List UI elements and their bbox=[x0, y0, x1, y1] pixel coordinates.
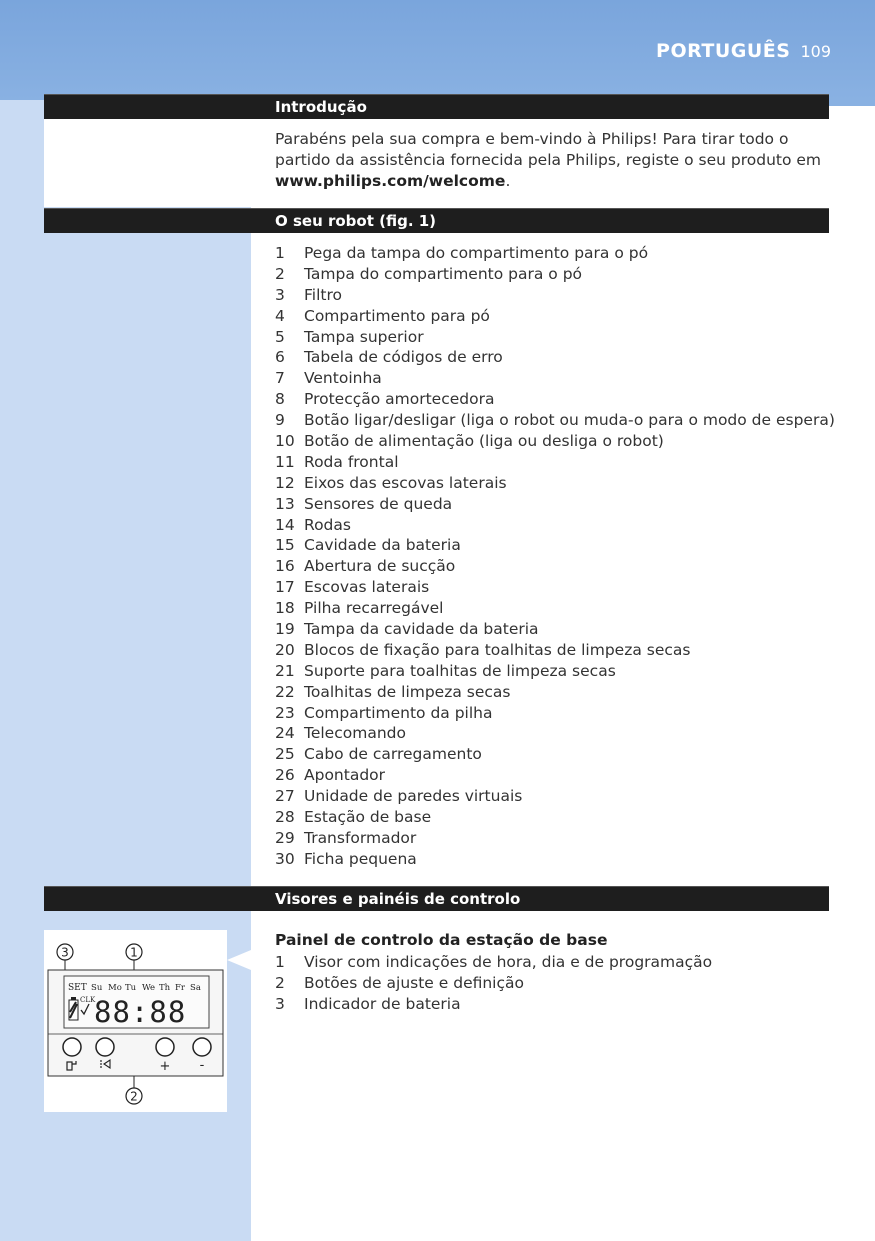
figure-pointer bbox=[227, 950, 251, 970]
list-item bbox=[275, 744, 835, 765]
list-item bbox=[275, 640, 835, 661]
callout-1: 1 bbox=[130, 945, 138, 960]
list-item-text: Blocos de fixação para toalhitas de limpeza secas bbox=[304, 640, 691, 659]
list-item bbox=[275, 410, 835, 431]
list-item-text: Eixos das escovas laterais bbox=[304, 473, 507, 492]
intro-text: Parabéns pela sua compra e bem-vindo à Philips! Para tirar todo o partido da assistência fornecida pela Philips, registe o seu produto em bbox=[275, 130, 822, 169]
list-item-text: Sensores de queda bbox=[304, 494, 453, 513]
list-item bbox=[275, 723, 835, 744]
control-panel-figure bbox=[44, 930, 227, 1112]
schedule-button[interactable] bbox=[96, 1038, 114, 1056]
list-item-text: Rodas bbox=[304, 515, 351, 534]
list-item-number: 7 bbox=[275, 369, 285, 388]
list-item-text: Abertura de sucção bbox=[304, 557, 456, 576]
list-item-text: Roda frontal bbox=[304, 452, 399, 471]
list-item bbox=[275, 619, 835, 640]
list-item bbox=[275, 703, 835, 724]
control-panel-list bbox=[275, 952, 712, 1015]
list-item-text: Unidade de paredes virtuais bbox=[304, 787, 523, 806]
list-item-text: Ventoinha bbox=[304, 369, 382, 388]
list-item bbox=[275, 786, 835, 807]
list-item bbox=[275, 952, 712, 973]
list-item-number: 30 bbox=[275, 849, 295, 868]
list-item-text: Tabela de códigos de erro bbox=[304, 348, 503, 367]
list-item-text: Suporte para toalhitas de limpeza secas bbox=[304, 661, 616, 680]
clk-label: CLK bbox=[80, 996, 96, 1004]
day-we: We bbox=[142, 983, 156, 993]
list-item-number: 23 bbox=[275, 703, 295, 722]
list-item-number: 17 bbox=[275, 578, 295, 597]
section-title-displays: Visores e painéis de controlo bbox=[275, 890, 521, 908]
time-display: 88:88 bbox=[94, 995, 187, 1029]
list-item bbox=[275, 577, 835, 598]
list-item bbox=[275, 661, 835, 682]
list-item-text: Protecção amortecedora bbox=[304, 390, 495, 409]
list-item-number: 29 bbox=[275, 828, 295, 847]
control-panel-subheading: Painel de controlo da estação de base bbox=[275, 931, 608, 949]
list-item-text: Tampa do compartimento para o pó bbox=[304, 264, 583, 283]
list-item bbox=[275, 285, 835, 306]
day-mo: Mo bbox=[108, 983, 122, 993]
section-title-intro: Introdução bbox=[275, 98, 367, 116]
list-item bbox=[275, 327, 835, 348]
list-item bbox=[275, 243, 835, 264]
list-item-number: 3 bbox=[275, 994, 285, 1013]
list-item-text: Pega da tampa do compartimento para o pó bbox=[304, 244, 649, 262]
list-item bbox=[275, 306, 835, 327]
list-item-text: Telecomando bbox=[304, 724, 406, 743]
list-item-number: 13 bbox=[275, 494, 295, 513]
intro-paragraph bbox=[275, 129, 831, 192]
left-white-panel bbox=[44, 119, 251, 207]
list-item-number: 16 bbox=[275, 557, 295, 576]
list-item-number: 6 bbox=[275, 348, 285, 367]
list-item bbox=[275, 452, 835, 473]
plus-button[interactable] bbox=[156, 1038, 174, 1056]
list-item-number: 21 bbox=[275, 661, 295, 680]
list-item-number: 8 bbox=[275, 390, 285, 409]
list-item-number: 20 bbox=[275, 640, 295, 659]
set-label: SET bbox=[68, 983, 87, 993]
list-item-text: Tampa superior bbox=[304, 327, 424, 346]
list-item-number: 15 bbox=[275, 536, 295, 555]
list-item-text: Toalhitas de limpeza secas bbox=[304, 682, 511, 701]
list-item bbox=[275, 431, 835, 452]
list-item-text: Ficha pequena bbox=[304, 849, 417, 868]
list-item-text: Tampa da cavidade da bateria bbox=[304, 620, 539, 639]
list-item bbox=[275, 535, 835, 556]
section-bar-intro bbox=[44, 94, 829, 119]
minus-button[interactable] bbox=[193, 1038, 211, 1056]
robot-parts-list bbox=[275, 243, 835, 870]
list-item-number: 10 bbox=[275, 432, 295, 451]
list-item-number: 22 bbox=[275, 682, 295, 701]
list-item-text: Pilha recarregável bbox=[304, 599, 444, 618]
section-bar-robot bbox=[44, 208, 829, 233]
list-item-number: 19 bbox=[275, 620, 295, 639]
list-item-number: 11 bbox=[275, 452, 295, 471]
section-title-robot: O seu robot (fig. 1) bbox=[275, 212, 437, 230]
list-item bbox=[275, 598, 835, 619]
list-item bbox=[275, 473, 835, 494]
list-item-text: Estação de base bbox=[304, 808, 432, 827]
minus-symbol: - bbox=[199, 1058, 205, 1073]
day-su: Su bbox=[91, 983, 103, 993]
list-item-text: Compartimento para pó bbox=[304, 306, 490, 325]
list-item bbox=[275, 556, 835, 577]
callout-3: 3 bbox=[61, 945, 69, 960]
list-item-number: 1 bbox=[275, 244, 285, 262]
list-item-number: 2 bbox=[275, 264, 285, 283]
callout-2: 2 bbox=[130, 1089, 138, 1104]
list-item-text: Escovas laterais bbox=[304, 578, 430, 597]
section-bar-displays bbox=[44, 886, 829, 911]
intro-tail: . bbox=[505, 172, 511, 190]
list-item-number: 26 bbox=[275, 766, 295, 785]
list-item-text: Visor com indicações de hora, dia e de programação bbox=[304, 953, 713, 971]
list-item bbox=[275, 994, 712, 1015]
list-item bbox=[275, 973, 712, 994]
list-item-text: Botões de ajuste e definição bbox=[304, 973, 524, 992]
control-panel-illustration bbox=[44, 930, 227, 1112]
list-item-number: 2 bbox=[275, 973, 285, 992]
right-margin-band bbox=[829, 100, 875, 106]
list-item-number: 3 bbox=[275, 285, 285, 304]
list-item-number: 1 bbox=[275, 953, 285, 971]
list-item-text: Transformador bbox=[304, 828, 417, 847]
list-item-text: Indicador de bateria bbox=[304, 994, 461, 1013]
list-item-text: Filtro bbox=[304, 285, 342, 304]
list-item-number: 4 bbox=[275, 306, 285, 325]
list-item-text: Cavidade da bateria bbox=[304, 536, 461, 555]
day-fr: Fr bbox=[175, 983, 185, 993]
list-item-number: 14 bbox=[275, 515, 295, 534]
page-number: 109 bbox=[800, 42, 831, 61]
list-item bbox=[275, 264, 835, 285]
plus-symbol: + bbox=[159, 1059, 171, 1074]
list-item bbox=[275, 807, 835, 828]
list-item-text: Botão ligar/desligar (liga o robot ou muda-o para o modo de espera) bbox=[304, 411, 835, 430]
list-item-number: 9 bbox=[275, 411, 285, 430]
list-item-number: 27 bbox=[275, 787, 295, 806]
list-item-number: 5 bbox=[275, 327, 285, 346]
list-item-text: Cabo de carregamento bbox=[304, 745, 482, 764]
list-item bbox=[275, 828, 835, 849]
battery-icon bbox=[69, 997, 78, 1020]
list-item-number: 18 bbox=[275, 599, 295, 618]
day-th: Th bbox=[159, 983, 171, 993]
clock-set-button[interactable] bbox=[63, 1038, 81, 1056]
list-item-text: Apontador bbox=[304, 766, 386, 785]
day-tu: Tu bbox=[125, 983, 137, 993]
list-item-text: Botão de alimentação (liga ou desliga o robot) bbox=[304, 432, 664, 451]
list-item bbox=[275, 347, 835, 368]
list-item-number: 12 bbox=[275, 473, 295, 492]
list-item-text: Compartimento da pilha bbox=[304, 703, 493, 722]
welcome-link[interactable]: www.philips.com/welcome bbox=[275, 172, 506, 190]
list-item-number: 24 bbox=[275, 724, 295, 743]
list-item bbox=[275, 682, 835, 703]
list-item bbox=[275, 368, 835, 389]
language-label: PORTUGUÊS bbox=[656, 40, 791, 62]
list-item bbox=[275, 849, 835, 870]
list-item-number: 28 bbox=[275, 808, 295, 827]
list-item-number: 25 bbox=[275, 745, 295, 764]
list-item bbox=[275, 515, 835, 536]
list-item bbox=[275, 765, 835, 786]
page-header bbox=[656, 40, 831, 62]
list-item bbox=[275, 494, 835, 515]
day-sa: Sa bbox=[190, 983, 201, 993]
list-item bbox=[275, 389, 835, 410]
